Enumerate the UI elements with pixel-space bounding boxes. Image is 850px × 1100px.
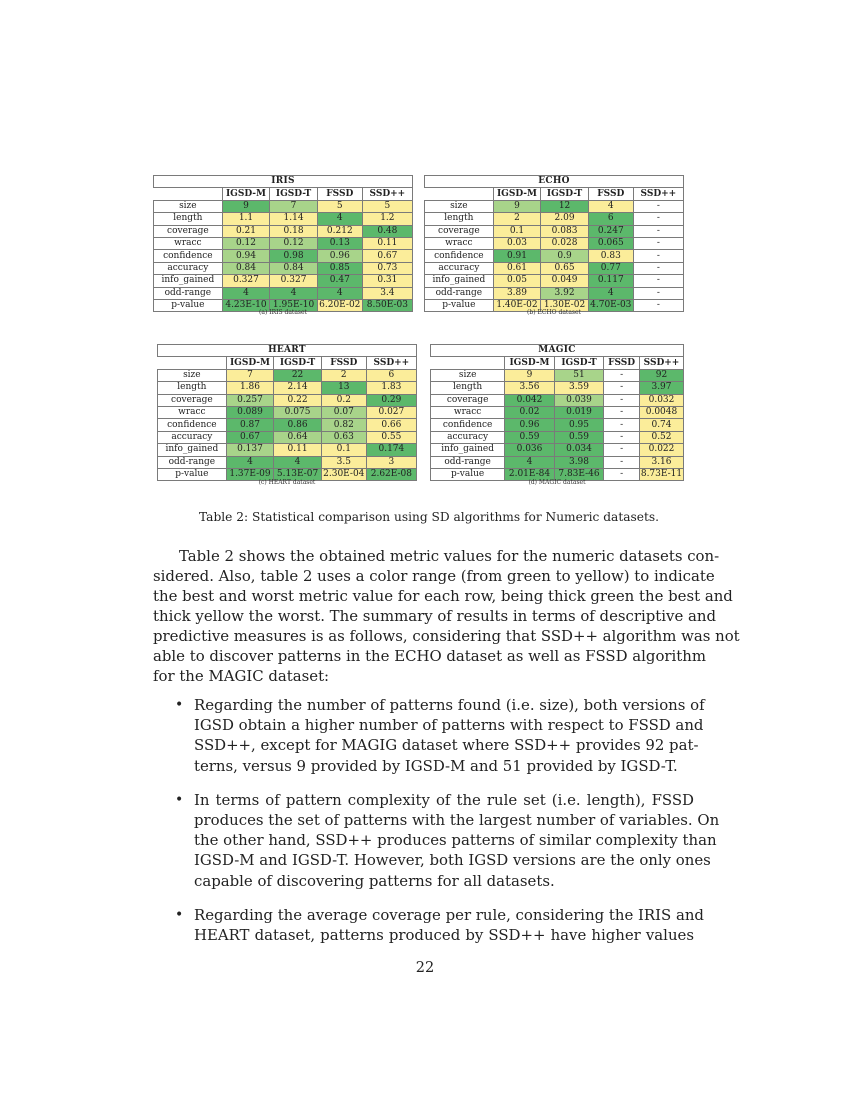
table-cell: 0.47 (317, 275, 362, 287)
row-label: wracc (425, 237, 494, 249)
bullet-icon: • (175, 791, 184, 808)
table-cell: 0.29 (366, 394, 416, 406)
table-cell: - (633, 262, 683, 274)
table-cell: 3.98 (554, 456, 604, 468)
table-row (431, 406, 684, 418)
column-header: SSD++ (366, 357, 416, 369)
row-label: odd-range (425, 287, 494, 299)
table-row (425, 250, 684, 262)
table-cell: - (633, 213, 683, 225)
table-cell: - (604, 394, 640, 406)
echo-table (424, 175, 684, 312)
page-number: 22 (415, 960, 435, 976)
table-cell: 0.64 (274, 431, 322, 443)
table-cell: 0.31 (362, 275, 412, 287)
table-cell: 0.59 (505, 431, 555, 443)
table-title: IRIS (154, 176, 413, 188)
table-cell: - (604, 468, 640, 480)
row-label: confidence (425, 250, 494, 262)
table-cell: 9 (222, 200, 270, 212)
paragraph-line: the best and worst metric value for each row, being thick green the best and (153, 587, 733, 605)
table-row (158, 444, 417, 456)
table-cell: 0.034 (554, 444, 604, 456)
paragraph-line: able to discover patterns in the ECHO dataset as well as FSSD algorithm (153, 647, 707, 665)
table-cell: 5 (317, 200, 362, 212)
table-cell: 0.94 (222, 250, 270, 262)
table-cell: 0.82 (321, 419, 366, 431)
table-cell: 1.14 (270, 213, 318, 225)
table-cell: 3.89 (493, 287, 541, 299)
table-cell: - (604, 382, 640, 394)
row-label: coverage (158, 394, 227, 406)
table-cell: 0.027 (366, 406, 416, 418)
table-cell: 0.247 (588, 225, 633, 237)
table-cell: 0.03 (493, 237, 541, 249)
bullet-line: In terms of pattern complexity of the rule set (i.e. length), FSSD (194, 790, 694, 809)
row-label: wracc (158, 406, 227, 418)
table-cell: - (604, 444, 640, 456)
table-cell: 0.05 (493, 275, 541, 287)
table-cell: 0.61 (493, 262, 541, 274)
table-cell: 0.67 (362, 250, 412, 262)
table-cell: 0.257 (226, 394, 274, 406)
table-cell: 0.13 (317, 237, 362, 249)
table-cell: - (633, 250, 683, 262)
iris-table-caption: (a) IRIS dataset (259, 309, 307, 316)
table-cell: - (633, 275, 683, 287)
table-row (425, 237, 684, 249)
table-cell: 92 (639, 369, 683, 381)
table-cell: 4 (588, 287, 633, 299)
table-cell: 0.089 (226, 406, 274, 418)
table-cell: 0.02 (505, 406, 555, 418)
row-label: accuracy (431, 431, 505, 443)
table-cell: - (604, 369, 640, 381)
row-label: length (154, 213, 223, 225)
row-label: size (158, 369, 227, 381)
table-cell: 0.117 (588, 275, 633, 287)
table-cell: 0.96 (505, 419, 555, 431)
column-header: SSD++ (362, 188, 412, 200)
table-cell: 0.52 (639, 431, 683, 443)
row-label: info_gained (431, 444, 505, 456)
paragraph-line: Table 2 shows the obtained metric values for the numeric datasets con- (179, 547, 720, 565)
table-cell: 0.12 (270, 237, 318, 249)
row-label: coverage (431, 394, 505, 406)
table-cell: 1.95E-10 (270, 299, 318, 311)
table-cell: 4 (274, 456, 322, 468)
table-cell: 0.042 (505, 394, 555, 406)
bullet-line: IGSD obtain a higher number of patterns with respect to FSSD and (194, 716, 704, 735)
row-label: info_gained (154, 275, 223, 287)
column-header: IGSD-T (541, 188, 589, 200)
table-cell: 0.86 (274, 419, 322, 431)
table-cell: 0.67 (226, 431, 274, 443)
table-cell: 0.63 (321, 431, 366, 443)
table-row (425, 213, 684, 225)
column-header: FSSD (588, 188, 633, 200)
bullet-line: SSD++, except for MAGIG dataset where SSD++ provides 92 pat- (194, 736, 699, 755)
column-header: IGSD-M (505, 357, 555, 369)
table-row (158, 431, 417, 443)
table-cell: 0.11 (362, 237, 412, 249)
table-cell: 0.212 (317, 225, 362, 237)
table-cell: 2.30E-04 (323, 469, 365, 480)
table-cell: 2.01E-84 (505, 468, 555, 480)
table-row (158, 382, 417, 394)
row-label: length (431, 382, 505, 394)
row-label: size (154, 200, 223, 212)
row-label: odd-range (158, 456, 227, 468)
header-blank-cell (425, 188, 494, 200)
column-header: IGSD-M (493, 188, 541, 200)
table-cell: 0.1 (493, 225, 541, 237)
table-cell: 3.92 (541, 287, 589, 299)
table-cell: 4 (588, 200, 633, 212)
column-header: IGSD-T (274, 357, 322, 369)
table-cell: 0.12 (222, 237, 270, 249)
table-cell: 8.73E-11 (640, 469, 683, 480)
table-cell: 0.137 (226, 444, 274, 456)
table-cell: 3.4 (362, 287, 412, 299)
table-cell: 0.174 (366, 444, 416, 456)
table-cell: 0.2 (321, 394, 366, 406)
table-cell: 3.56 (505, 382, 555, 394)
table-cell: 0.065 (588, 237, 633, 249)
row-label: accuracy (154, 262, 223, 274)
table-cell: 4.23E-10 (222, 299, 270, 311)
table-row (425, 262, 684, 274)
column-header: FSSD (321, 357, 366, 369)
table-cell: 0.1 (321, 444, 366, 456)
row-label: coverage (154, 225, 223, 237)
table-cell: 7.83E-46 (554, 468, 604, 480)
row-label: wracc (431, 406, 505, 418)
table-row (158, 406, 417, 418)
paragraph-line: sidered. Also, table 2 uses a color range (from green to yellow) to indicate (153, 567, 715, 585)
row-label: length (425, 213, 494, 225)
bullet-icon: • (175, 697, 184, 713)
table-cell: 0.98 (270, 250, 318, 262)
table-cell: - (633, 299, 683, 311)
row-label: confidence (158, 419, 227, 431)
table-cell: 2.62E-08 (366, 468, 416, 480)
row-label: odd-range (431, 456, 505, 468)
column-header: FSSD (317, 188, 362, 200)
table-row (425, 225, 684, 237)
column-header: SSD++ (639, 357, 683, 369)
table-caption: Table 2: Statistical comparison using SD algorithms for Numeric datasets. (199, 510, 659, 524)
table-cell: 0.87 (226, 419, 274, 431)
table-row (431, 456, 684, 468)
table-cell: 0.55 (366, 431, 416, 443)
bullet-line: HEART dataset, patterns produced by SSD++ have higher values (194, 926, 694, 945)
row-label: info_gained (158, 444, 227, 456)
row-label: odd-range (154, 287, 223, 299)
table-cell: 1.40E-02 (493, 299, 541, 311)
column-header: IGSD-T (270, 188, 318, 200)
table-row (158, 394, 417, 406)
table-cell: 0.73 (362, 262, 412, 274)
table-cell: 0.21 (222, 225, 270, 237)
table-cell: 1.37E-09 (226, 468, 274, 480)
table-cell: 0.028 (541, 237, 589, 249)
table-cell: 4 (226, 456, 274, 468)
table-cell: 6 (366, 369, 416, 381)
table-row (154, 275, 413, 287)
table-row (154, 237, 413, 249)
table-cell: 0.049 (541, 275, 589, 287)
table-cell: 8.50E-03 (362, 299, 412, 311)
table-row (154, 225, 413, 237)
table-cell: 3.16 (639, 456, 683, 468)
table-cell: 4 (505, 456, 555, 468)
row-label: p-value (158, 468, 227, 480)
table-cell: 0.74 (639, 419, 683, 431)
row-label: coverage (425, 225, 494, 237)
table-cell: 9 (493, 200, 541, 212)
table-cell: 7 (226, 369, 274, 381)
row-label: size (425, 200, 494, 212)
table-cell: 1.30E-02 (541, 299, 589, 311)
table-cell: 2.14 (274, 382, 322, 394)
table-cell: 2 (321, 369, 366, 381)
table-cell: 0.84 (222, 262, 270, 274)
header-blank-cell (431, 357, 505, 369)
table-cell: 3.59 (554, 382, 604, 394)
bullet-line: produces the set of patterns with the largest number of variables. On (194, 811, 720, 830)
table-cell: - (633, 225, 683, 237)
row-label: confidence (431, 419, 505, 431)
magic-table (430, 344, 684, 481)
column-header: IGSD-M (226, 357, 274, 369)
table-cell: 0.022 (639, 444, 683, 456)
bullet-item (173, 790, 720, 891)
row-label: size (431, 369, 505, 381)
table-cell: 0.77 (588, 262, 633, 274)
row-label: p-value (425, 299, 494, 311)
table-title: ECHO (425, 176, 684, 188)
table-cell: 0.0048 (639, 406, 683, 418)
table-cell: 0.85 (317, 262, 362, 274)
heart-table-caption: (c) HEART dataset (258, 479, 316, 486)
header-blank-cell (158, 357, 227, 369)
table-cell: 0.327 (222, 275, 270, 287)
table-cell: - (604, 431, 640, 443)
table-cell: 6.20E-02 (319, 300, 361, 311)
table-title: HEART (158, 345, 417, 357)
row-label: accuracy (158, 431, 227, 443)
table-row (431, 394, 684, 406)
table-row (158, 369, 417, 381)
table-cell: 4 (270, 287, 318, 299)
table-cell: 51 (554, 369, 604, 381)
table-row (154, 200, 413, 212)
bullet-line: capable of discovering patterns for all datasets. (194, 871, 555, 890)
table-cell: 9 (505, 369, 555, 381)
table-cell: 3 (366, 456, 416, 468)
row-label: accuracy (425, 262, 494, 274)
column-header: IGSD-M (222, 188, 270, 200)
bullet-line: Regarding the number of patterns found (i.e. size), both versions of (194, 696, 705, 714)
column-header: IGSD-T (554, 357, 604, 369)
table-cell: 5 (362, 200, 412, 212)
table-cell: 0.327 (270, 275, 318, 287)
table-title: MAGIC (431, 345, 684, 357)
bullet-icon: • (175, 906, 184, 923)
table-cell: 1.1 (222, 213, 270, 225)
table-cell: 0.65 (541, 262, 589, 274)
iris-table (153, 175, 413, 312)
table-cell: 0.039 (554, 394, 604, 406)
row-label: p-value (154, 299, 223, 311)
paragraph-line: thick yellow the worst. The summary of results in terms of descriptive and (153, 607, 716, 625)
bullet-item (173, 695, 705, 776)
table-cell: 0.66 (366, 419, 416, 431)
bullet-line: IGSD-M and IGSD-T. However, both IGSD versions are the only ones (194, 851, 711, 870)
table-cell: 1.83 (366, 382, 416, 394)
bullet-line: Regarding the average coverage per rule, considering the IRIS and (194, 905, 704, 924)
table-cell: 0.84 (270, 262, 318, 274)
table-row (154, 213, 413, 225)
body-paragraph (153, 546, 740, 686)
column-header: SSD++ (633, 188, 683, 200)
row-label: info_gained (425, 275, 494, 287)
table-cell: 4 (317, 287, 362, 299)
table-cell: 12 (541, 200, 589, 212)
table-cell: 3.97 (639, 382, 683, 394)
table-cell: 0.22 (274, 394, 322, 406)
table-cell: 2 (493, 213, 541, 225)
table-row (431, 431, 684, 443)
row-label: confidence (154, 250, 223, 262)
paragraph-line: for the MAGIC dataset: (153, 667, 330, 685)
table-cell: - (633, 287, 683, 299)
table-row (154, 287, 413, 299)
table-cell: 0.9 (541, 250, 589, 262)
table-cell: 2.09 (541, 213, 589, 225)
table-row (431, 382, 684, 394)
table-cell: 5.13E-07 (274, 468, 322, 480)
table-cell: 0.48 (362, 225, 412, 237)
table-cell: 22 (274, 369, 322, 381)
table-cell: 3.5 (321, 456, 366, 468)
bullet-list (173, 695, 720, 959)
table-row (158, 456, 417, 468)
table-cell: 4 (222, 287, 270, 299)
table-cell: 0.032 (639, 394, 683, 406)
table-cell: 4.70E-03 (590, 300, 632, 311)
row-label: p-value (431, 468, 505, 480)
table-cell: 6 (588, 213, 633, 225)
table-cell: 0.18 (270, 225, 318, 237)
column-header: FSSD (604, 357, 640, 369)
table-cell: 0.59 (554, 431, 604, 443)
table-cell: 0.95 (554, 419, 604, 431)
table-row (425, 200, 684, 212)
table-cell: 4 (317, 213, 362, 225)
table-cell: 0.96 (317, 250, 362, 262)
magic-table-caption: (d) MAGIC dataset (528, 479, 586, 486)
table-cell: - (604, 419, 640, 431)
table-row (431, 419, 684, 431)
table-cell: 0.019 (554, 406, 604, 418)
table-row (431, 444, 684, 456)
row-label: wracc (154, 237, 223, 249)
table-cell: 0.083 (541, 225, 589, 237)
heart-table (157, 344, 417, 481)
bullet-item (173, 905, 704, 945)
table-cell: 1.86 (226, 382, 274, 394)
table-cell: 0.075 (274, 406, 322, 418)
table-cell: 13 (321, 382, 366, 394)
table-row (158, 419, 417, 431)
row-label: length (158, 382, 227, 394)
table-row (154, 250, 413, 262)
table-row (154, 262, 413, 274)
table-cell: 0.83 (588, 250, 633, 262)
table-cell: - (633, 200, 683, 212)
header-blank-cell (154, 188, 223, 200)
table-cell: 7 (270, 200, 318, 212)
table-cell: 0.91 (493, 250, 541, 262)
echo-table-caption: (b) ECHO dataset (527, 309, 581, 316)
paragraph-line: predictive measures is as follows, considering that SSD++ algorithm was not (153, 627, 740, 645)
table-cell: 1.2 (362, 213, 412, 225)
table-cell: 0.036 (505, 444, 555, 456)
table-row (431, 369, 684, 381)
bullet-line: the other hand, SSD++ produces patterns of similar complexity than (194, 831, 717, 850)
table-cell: 0.07 (321, 406, 366, 418)
bullet-line: terns, versus 9 provided by IGSD-M and 51 provided by IGSD-T. (194, 756, 678, 775)
table-cell: 0.11 (274, 444, 322, 456)
table-row (425, 287, 684, 299)
table-cell: - (633, 237, 683, 249)
table-row (425, 275, 684, 287)
table-cell: - (604, 406, 640, 418)
table-cell: - (604, 456, 640, 468)
